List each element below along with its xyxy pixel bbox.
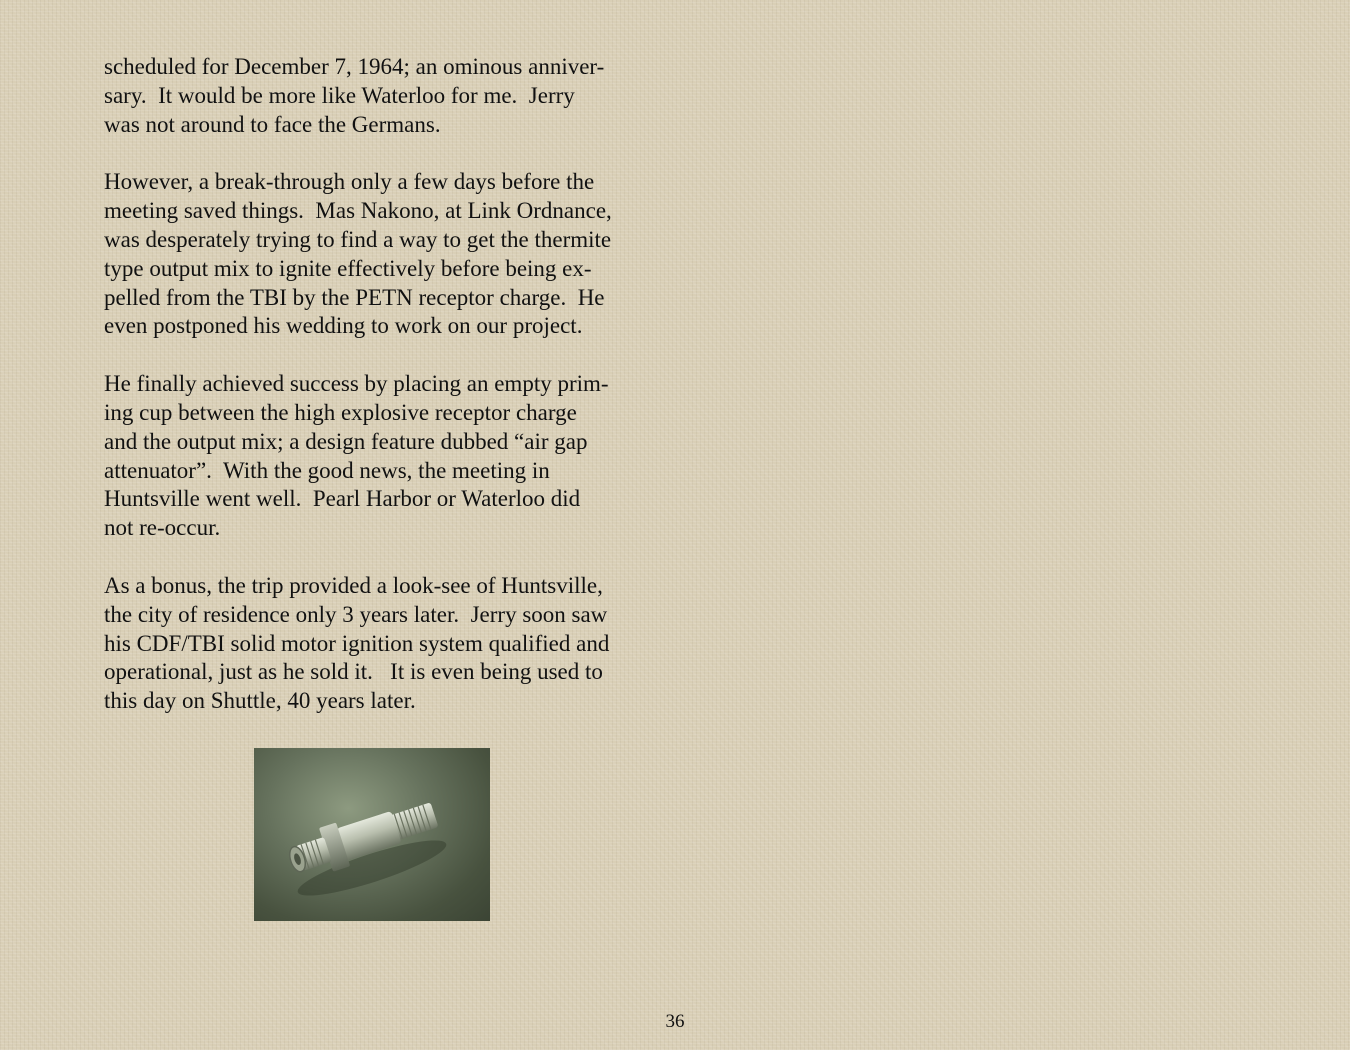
photo-metal-fitting	[254, 748, 490, 921]
paragraph-3: He finally achieved success by placing an empty prim- ing cup between the high explosive receptor charge and the output mix; a design feature dubbed “air gap attenuator”. With the good news, the meeting in Huntsville went well. Pearl Harbor or Waterloo did not re-occur.	[104, 371, 609, 541]
fitting-illustration	[254, 748, 490, 921]
text-column	[104, 53, 664, 745]
paragraph-2: However, a break-through only a few days before the meeting saved things. Mas Nakono, at Link Ordnance, was desperately trying to find a way to get the thermite type output mix to ignite effectively before being ex- pelled from the TBI by the PETN receptor charge. He even postponed his wedding to work on our project.	[104, 169, 612, 339]
paragraph-4: As a bonus, the trip provided a look-see of Huntsville, the city of residence only 3 years later. Jerry soon saw his CDF/TBI solid motor ignition system qualified and operational, just as he sold it. It is even being used to this day on Shuttle, 40 years later.	[104, 572, 610, 714]
page-number: 36	[665, 1011, 685, 1032]
paragraph-1: scheduled for December 7, 1964; an ominous anniver- sary. It would be more like Waterloo for me. Jerry was not around to face the Germans.	[104, 54, 605, 137]
